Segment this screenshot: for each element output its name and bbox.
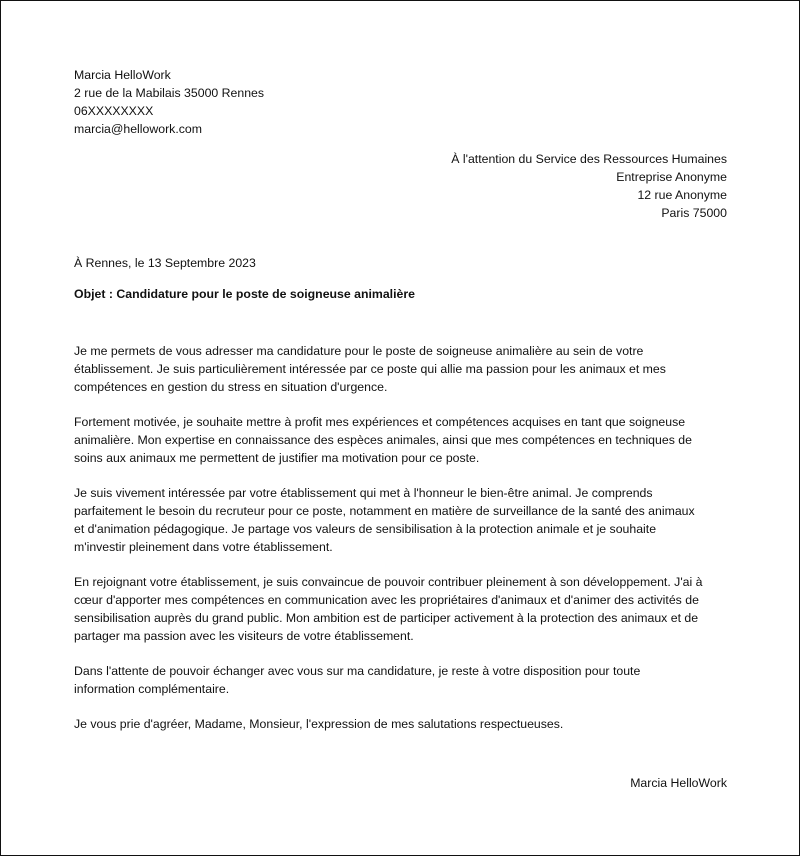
paragraph-line: Dans l'attente de pouvoir échanger avec vous sur ma candidature, je reste à votre disposition pour toute	[74, 664, 641, 678]
paragraph-line: Je vous prie d'agréer, Madame, Monsieur, l'expression de mes salutations respectueuses.	[74, 717, 564, 731]
recipient-street: 12 rue Anonyme	[637, 188, 727, 202]
paragraph-line: établissement. Je suis particulièrement intéressée par ce poste qui allie ma passion pour les animaux et mes	[74, 362, 666, 376]
paragraph-line: information complémentaire.	[74, 682, 230, 696]
recipient-company: Entreprise Anonyme	[616, 170, 727, 184]
paragraph-company-interest	[74, 484, 734, 556]
letter-date: À Rennes, le 13 Septembre 2023	[74, 256, 256, 270]
sender-phone: 06XXXXXXXX	[74, 104, 154, 118]
paragraph-line: et d'animation pédagogique. Je partage vos valeurs de sensibilisation à la protection animale et je souhaite	[74, 522, 657, 536]
paragraph-line: Fortement motivée, je souhaite mettre à profit mes expériences et compétences acquises en tant que soigneuse	[74, 415, 686, 429]
paragraph-line: En rejoignant votre établissement, je suis convaincue de pouvoir contribuer pleinement à son développement. J'ai à	[74, 575, 703, 589]
paragraph-closing	[74, 715, 734, 733]
sender-name: Marcia HelloWork	[74, 68, 171, 82]
paragraph-line: partager ma passion avec les visiteurs de votre établissement.	[74, 629, 414, 643]
paragraph-line: cœur d'apporter mes compétences en communication avec les propriétaires d'animaux et d'animer des activités de	[74, 593, 699, 607]
paragraph-line: Je suis vivement intéressée par votre établissement qui met à l'honneur le bien-être animal. Je comprends	[74, 486, 653, 500]
paragraph-intro	[74, 342, 734, 396]
paragraph-line: sensibilisation auprès du grand public. Mon ambition est de participer activement à la protection des animaux et de	[74, 611, 699, 625]
paragraph-line: compétences en gestion du stress en situation d'urgence.	[74, 380, 388, 394]
paragraph-line: parfaitement le besoin du recruteur pour ce poste, notamment en matière de surveillance de la santé des animaux	[74, 504, 695, 518]
paragraph-line: m'investir pleinement dans votre établissement.	[74, 540, 333, 554]
sender-address: 2 rue de la Mabilais 35000 Rennes	[74, 86, 265, 100]
letter-body	[74, 342, 734, 750]
recipient-city: Paris 75000	[661, 206, 727, 220]
paragraph-line: Je me permets de vous adresser ma candidature pour le poste de soigneuse animalière au sein de votre	[74, 344, 644, 358]
recipient-attention: À l'attention du Service des Ressources Humaines	[451, 152, 727, 166]
paragraph-line: soins aux animaux me permettent de justifier ma motivation pour ce poste.	[74, 451, 480, 465]
sender-email: marcia@hellowork.com	[74, 122, 202, 136]
paragraph-contribution	[74, 573, 734, 645]
recipient-block	[307, 150, 727, 222]
signature: Marcia HelloWork	[630, 776, 727, 790]
paragraph-availability	[74, 662, 734, 698]
sender-block	[74, 66, 474, 138]
letter-subject: Objet : Candidature pour le poste de soigneuse animalière	[74, 287, 415, 301]
paragraph-line: animalière. Mon expertise en connaissance des espèces animales, ainsi que mes compétences en techniques de	[74, 433, 692, 447]
paragraph-motivation	[74, 413, 734, 467]
